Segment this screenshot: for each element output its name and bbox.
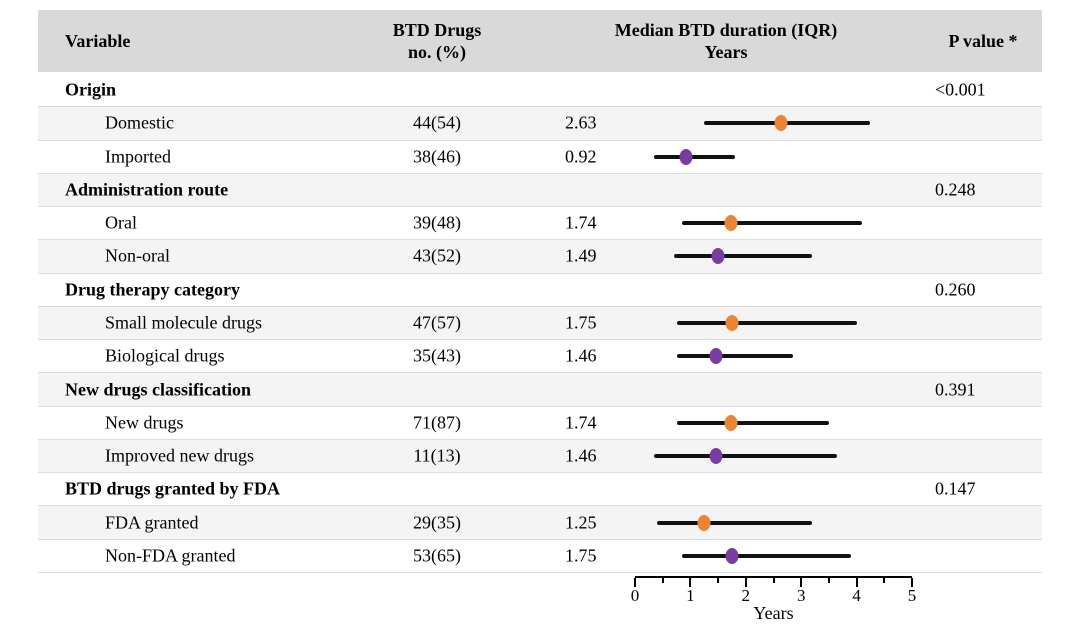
tick-label: 0	[630, 586, 640, 605]
median-dot	[725, 415, 738, 431]
p-value: 0.248	[935, 179, 976, 200]
p-value: 0.260	[935, 279, 976, 300]
item-row	[38, 440, 1042, 473]
median-value: 1.49	[565, 245, 597, 266]
forest-plot-strip	[635, 307, 912, 339]
p-value: <0.001	[935, 79, 986, 100]
median-dot	[725, 548, 738, 564]
item-row	[38, 141, 1042, 174]
median-dot	[711, 248, 724, 264]
iqr-line	[654, 155, 734, 159]
btd-table	[38, 10, 1042, 573]
item-row	[38, 240, 1042, 273]
section-row	[38, 373, 1042, 406]
x-axis-title: Years	[753, 603, 794, 623]
minor-tick	[662, 578, 664, 583]
tick-label: 1	[686, 586, 695, 605]
item-row	[38, 340, 1042, 373]
btd-drugs-count: 39(48)	[413, 212, 461, 233]
median-dot	[679, 149, 692, 165]
minor-tick	[883, 578, 885, 583]
header-count-line2: no. (%)	[408, 42, 466, 62]
iqr-line	[657, 521, 812, 525]
median-value: 1.25	[565, 512, 597, 533]
btd-drugs-count: 35(43)	[413, 345, 461, 366]
median-dot	[709, 348, 722, 364]
header-median-line1: Median BTD duration (IQR)	[614, 19, 838, 40]
btd-drugs-count: 38(46)	[413, 146, 461, 167]
item-label: Domestic	[105, 112, 174, 133]
median-value: 1.46	[565, 445, 597, 466]
median-dot	[725, 215, 738, 231]
tick-label: 3	[796, 586, 806, 605]
btd-drugs-count: 53(65)	[413, 545, 461, 566]
btd-drugs-count: 44(54)	[413, 112, 461, 133]
btd-drugs-count: 47(57)	[413, 312, 461, 333]
header-p-value-label: P value *	[948, 30, 1018, 51]
item-row	[38, 540, 1042, 573]
minor-tick	[828, 578, 830, 583]
iqr-line	[677, 354, 793, 358]
item-label: Oral	[105, 212, 137, 233]
section-label: BTD drugs granted by FDA	[65, 478, 281, 499]
header-median-line2: Years	[704, 42, 748, 62]
median-value: 0.92	[565, 146, 597, 167]
iqr-line	[682, 221, 862, 225]
table-rows	[38, 74, 1042, 573]
forest-plot-strip	[635, 540, 912, 572]
btd-drugs-count: 43(52)	[413, 245, 461, 266]
item-label: New drugs	[105, 412, 184, 433]
section-label: Administration route	[65, 179, 229, 200]
median-value: 2.63	[565, 112, 597, 133]
item-label: Improved new drugs	[105, 445, 254, 466]
item-row	[38, 207, 1042, 240]
iqr-line	[677, 421, 829, 425]
minor-tick	[773, 578, 775, 583]
tick-label: 2	[741, 586, 751, 605]
item-row	[38, 307, 1042, 340]
median-dot	[725, 315, 738, 331]
forest-plot-strip	[635, 207, 912, 239]
header-count-line1: BTD Drugs	[392, 19, 482, 40]
item-label: FDA granted	[105, 512, 199, 533]
section-row	[38, 274, 1042, 307]
item-label: Non-oral	[105, 245, 170, 266]
item-row	[38, 506, 1042, 539]
section-row	[38, 473, 1042, 506]
item-label: Biological drugs	[105, 345, 225, 366]
median-value: 1.74	[565, 412, 597, 433]
btd-drugs-count: 11(13)	[413, 445, 461, 466]
x-axis	[630, 576, 917, 632]
minor-tick	[717, 578, 719, 583]
forest-plot-strip	[635, 407, 912, 439]
iqr-line	[674, 254, 813, 258]
table-header-row	[38, 10, 1042, 72]
header-variable-label: Variable	[65, 30, 131, 51]
btd-drugs-count: 29(35)	[413, 512, 461, 533]
median-dot	[774, 115, 787, 131]
section-label: New drugs classification	[65, 379, 251, 400]
item-label: Small molecule drugs	[105, 312, 262, 333]
item-label: Imported	[105, 146, 171, 167]
section-row	[38, 74, 1042, 107]
iqr-line	[682, 554, 851, 558]
header-btd-drugs-count	[350, 10, 524, 72]
item-label: Non-FDA granted	[105, 545, 236, 566]
iqr-line	[654, 454, 837, 458]
section-label: Origin	[65, 79, 117, 100]
header-p-value	[908, 10, 1058, 72]
median-value: 1.74	[565, 212, 597, 233]
forest-plot-strip	[635, 506, 912, 538]
forest-plot-strip	[635, 440, 912, 472]
p-value: 0.391	[935, 379, 976, 400]
median-value: 1.75	[565, 312, 597, 333]
forest-plot-strip	[635, 340, 912, 372]
median-value: 1.75	[565, 545, 597, 566]
section-label: Drug therapy category	[65, 279, 240, 300]
forest-plot-strip	[635, 240, 912, 272]
item-row	[38, 107, 1042, 140]
item-row	[38, 407, 1042, 440]
median-dot	[709, 448, 722, 464]
p-value: 0.147	[935, 478, 976, 499]
median-value: 1.46	[565, 345, 597, 366]
iqr-line	[704, 121, 870, 125]
tick-label: 5	[907, 586, 917, 605]
median-dot	[698, 515, 711, 531]
header-variable	[65, 10, 130, 72]
tick-label: 4	[852, 586, 861, 605]
forest-plot-strip	[635, 141, 912, 173]
header-median-duration	[596, 10, 856, 72]
iqr-line	[677, 321, 857, 325]
section-row	[38, 174, 1042, 207]
forest-plot-strip	[635, 107, 912, 139]
btd-drugs-count: 71(87)	[413, 412, 461, 433]
